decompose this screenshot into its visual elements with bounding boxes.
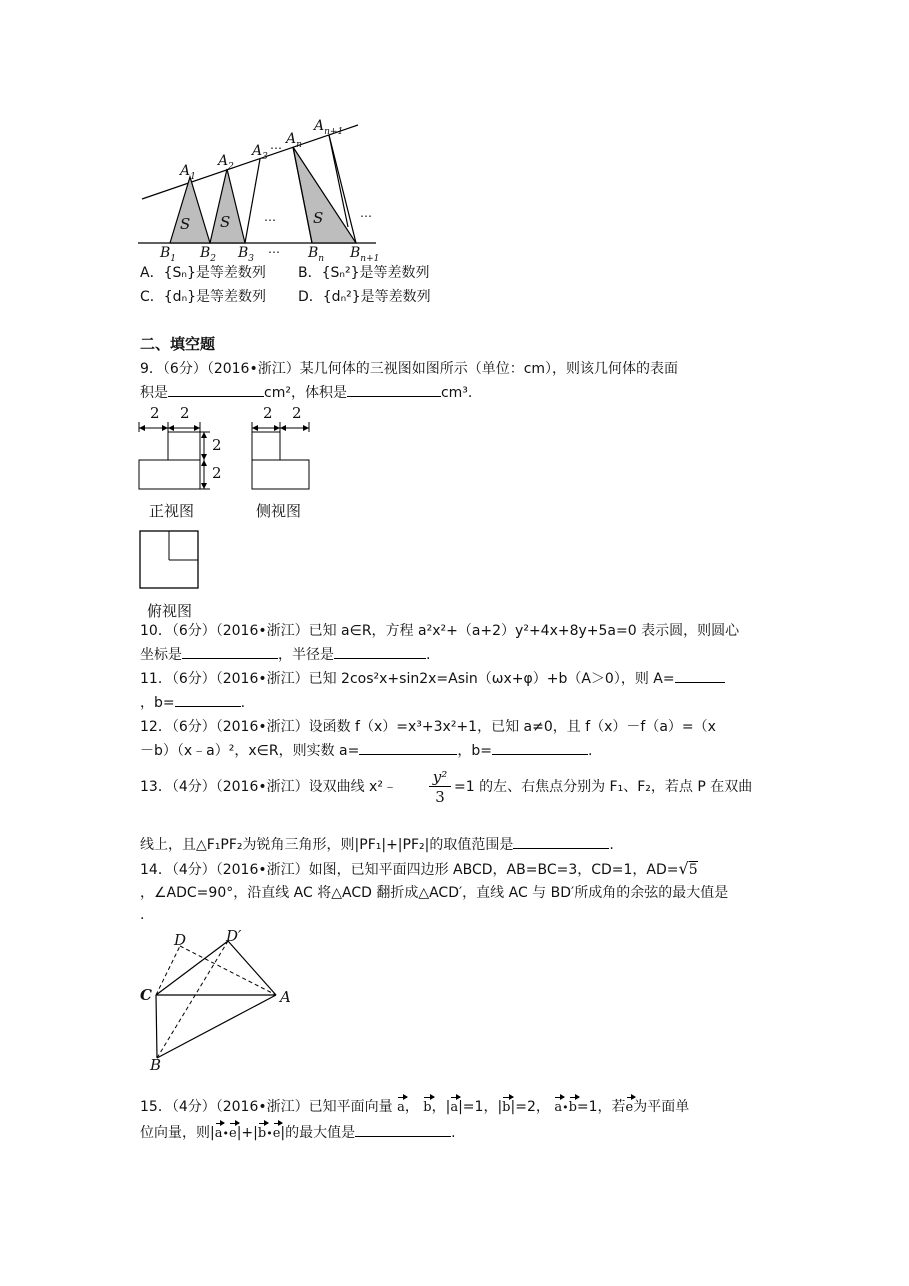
q12-blank-b[interactable] xyxy=(492,742,588,755)
q13-frac-den: 3 xyxy=(435,788,445,806)
q15-blank-max[interactable] xyxy=(355,1124,451,1137)
q11-blank-b[interactable] xyxy=(175,694,241,707)
label-dots-top: … xyxy=(270,138,282,152)
dim-front-right: 2 xyxy=(180,404,190,422)
q10-blank-center[interactable] xyxy=(182,646,278,659)
vector-b: b xyxy=(423,1100,432,1115)
q13-line1-a: 13．（4分）（2016•浙江）设双曲线 x²﹣ xyxy=(140,779,397,795)
vector-a: a xyxy=(397,1100,405,1115)
label-D-prime: D′ xyxy=(226,927,242,945)
q12-line2: －b）（x﹣a）²，x∈R，则实数 a= ，b= . xyxy=(140,743,593,759)
q12-line1: 12．（6分）（2016•浙江）设函数 f（x）=x³+3x²+1，已知 a≠0，且 f（x）－f（a）=（x xyxy=(140,719,716,735)
q15-line1: 15．（4分）（2016•浙江）已知平面向量 a， b，|a|=1，|b|=2， a•b=1，若e为平面单 xyxy=(140,1099,690,1115)
label-C: C xyxy=(140,986,152,1004)
label-B2: $B_2$ xyxy=(200,245,217,264)
q13-blank-range[interactable] xyxy=(513,836,609,849)
label-B1: $B_1$ xyxy=(160,245,177,264)
q10-blank-radius[interactable] xyxy=(334,646,426,659)
q11-blank-A[interactable] xyxy=(675,670,725,683)
label-Bn1: $B_{n+1}$ xyxy=(350,245,380,264)
q14-line2: ，∠ADC=90°，沿直线 AC 将△ACD 翻折成△ACD′，直线 AC 与 BD′所成角的余弦的最大值是 xyxy=(140,885,729,901)
label-A2: $A_2$ xyxy=(218,153,234,172)
sequence-triangles-figure xyxy=(130,115,390,265)
q11-line2: ，b= . xyxy=(140,695,246,711)
q15-line2: 位向量，则|a•e|+|b•e|的最大值是 . xyxy=(140,1125,456,1141)
q12-blank-a[interactable] xyxy=(359,742,457,755)
q8-option-a: A．{Sₙ}是等差数列 xyxy=(140,265,266,281)
label-D: D xyxy=(174,931,187,949)
label-dots-bottom: … xyxy=(268,242,280,256)
q13-frac-num: y² xyxy=(432,768,448,786)
section-title: 二、填空题 xyxy=(140,335,216,353)
dim-side-right: 2 xyxy=(292,404,302,422)
three-views-figure xyxy=(136,400,316,600)
q10-line2: 坐标是 ，半径是 . xyxy=(140,647,431,663)
q9-blank-area[interactable] xyxy=(168,384,264,397)
q9-line2: 积是 cm²，体积是 cm³. xyxy=(140,385,473,401)
label-B: B xyxy=(150,1056,162,1074)
q8-option-c: C．{dₙ}是等差数列 xyxy=(140,289,267,305)
q8-option-d: D．{dₙ²}是等差数列 xyxy=(298,289,431,305)
q13-line2: 线上，且△F₁PF₂为锐角三角形，则|PF₁|+|PF₂|的取值范围是 . xyxy=(140,837,614,853)
label-S2: S xyxy=(220,213,231,231)
q8-option-b: B．{Sₙ²}是等差数列 xyxy=(298,265,430,281)
q13-fraction xyxy=(429,768,451,807)
q11-line1: 11．（6分）（2016•浙江）已知 2cos²x+sin2x=Asin（ωx+φ）+b（A＞0），则 A= xyxy=(140,670,725,688)
label-Sn: S xyxy=(313,209,324,227)
label-S1: S xyxy=(180,215,191,233)
label-dots-right: … xyxy=(360,206,372,220)
q9-blank-volume[interactable] xyxy=(347,384,441,397)
top-view-caption: 俯视图 xyxy=(147,602,193,620)
label-An: $A_n$ xyxy=(286,131,302,150)
label-A1: $A_1$ xyxy=(180,163,196,182)
label-An1: $A_{n+1}$ xyxy=(314,118,344,137)
front-view-caption: 正视图 xyxy=(149,502,195,520)
dim-front-bottom: 2 xyxy=(212,464,222,482)
q14-line1: 14．（4分）（2016•浙江）如图，已知平面四边形 ABCD，AB=BC=3，CD=1，AD=√5 xyxy=(140,859,698,878)
q13-line1-b: =1 的左、右焦点分别为 F₁、F₂，若点 P 在双曲 xyxy=(454,779,753,795)
fold-quadrilateral-figure xyxy=(140,925,300,1075)
label-A3: $A_3$ xyxy=(252,143,268,162)
dim-front-top: 2 xyxy=(212,436,222,454)
q10-line1: 10．（6分）（2016•浙江）已知 a∈R，方程 a²x²+（a+2）y²+4x+8y+5a=0 表示圆，则圆心 xyxy=(140,623,740,639)
q14-line3: . xyxy=(140,907,145,923)
vector-e: e xyxy=(625,1100,634,1115)
sqrt-icon: √ xyxy=(678,859,689,878)
dim-front-left: 2 xyxy=(150,404,160,422)
dim-side-left: 2 xyxy=(263,404,273,422)
label-Bn: $B_n$ xyxy=(308,245,325,264)
label-B3: $B_3$ xyxy=(238,245,255,264)
label-A: A xyxy=(280,988,291,1006)
side-view-caption: 侧视图 xyxy=(256,502,302,520)
label-dots-mid: … xyxy=(264,210,276,224)
q9-line1: 9．（6分）（2016•浙江）某几何体的三视图如图所示（单位：cm），则该几何体的表面 xyxy=(140,361,679,377)
